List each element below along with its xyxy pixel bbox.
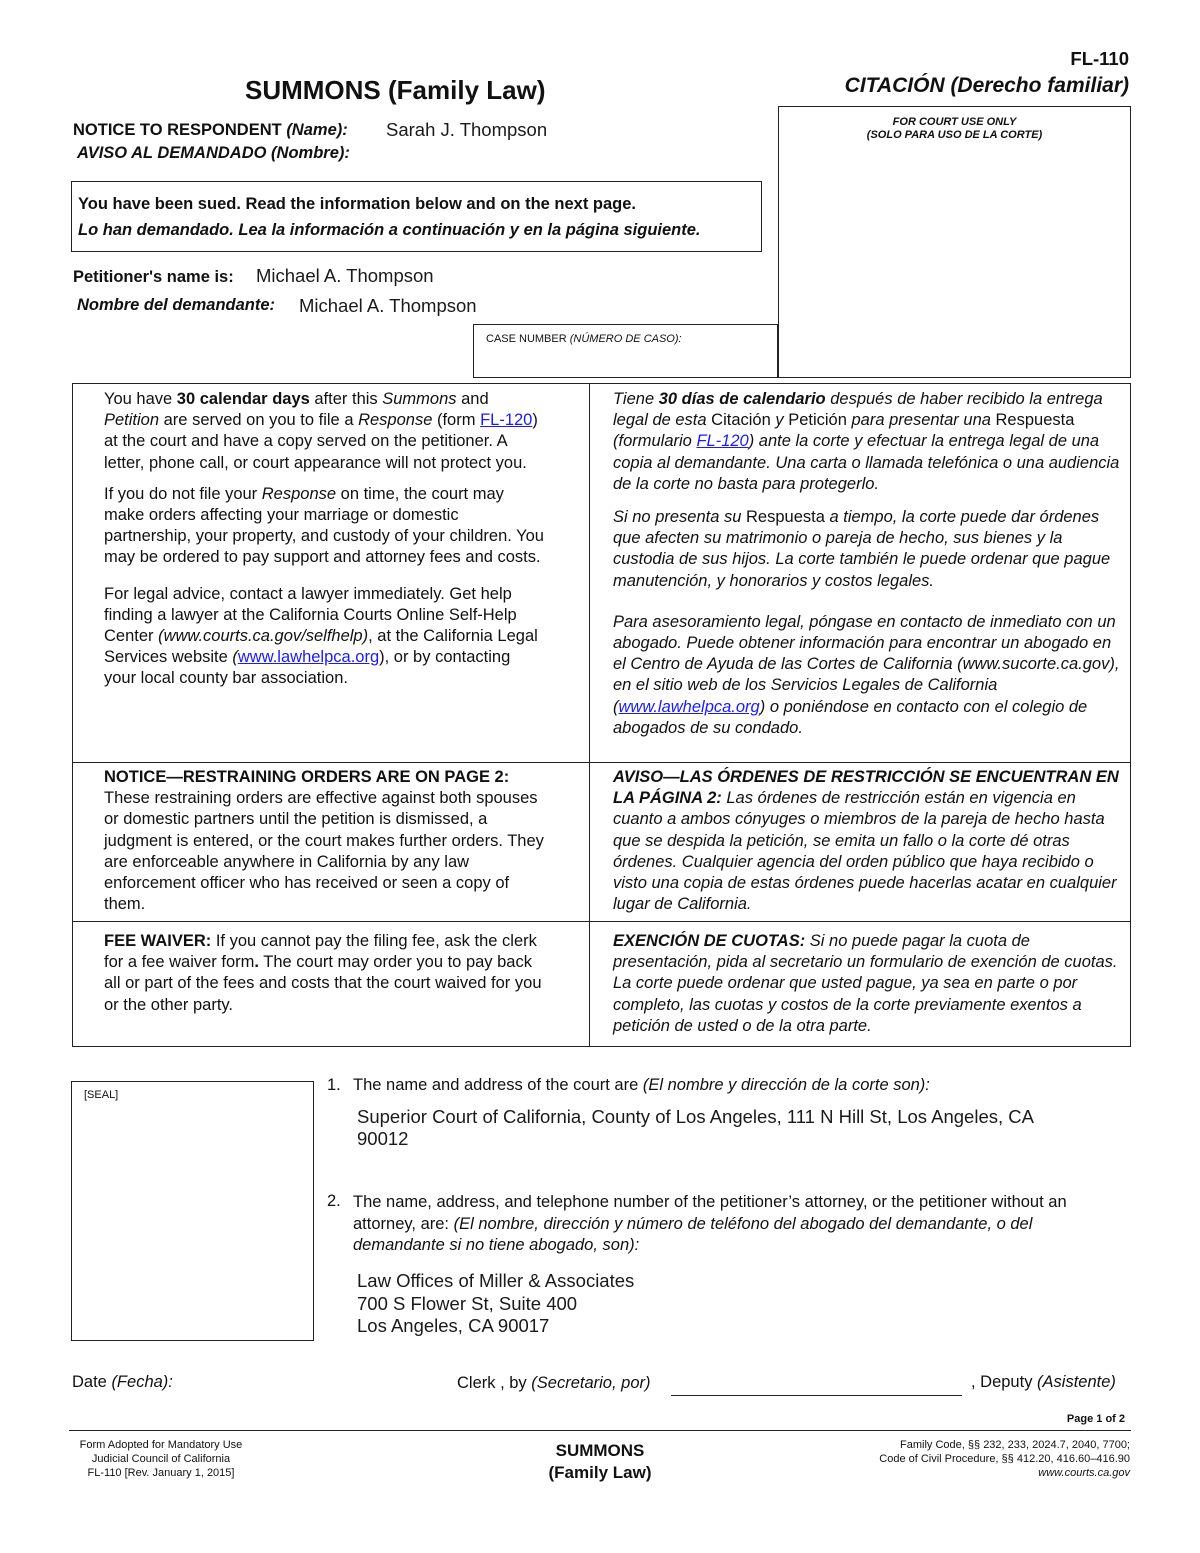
left-paragraph-legal-advice: For legal advice, contact a lawyer immediately. Get help finding a lawyer at the California Courts Online Self-Help Center (www.courts.ca.gov/selfhelp), at the California Legal Services website (www.lawhelpca.org), or by contacting your local county bar association. <box>104 584 538 688</box>
left-restraining-notice <box>104 767 544 915</box>
sued-notice-box <box>71 181 762 252</box>
deputy-label: , Deputy (Asistente) <box>971 1373 1116 1391</box>
item1-label: The name and address of the court are (El nombre y dirección de la corte son): <box>353 1076 930 1094</box>
lawhelpca-link[interactable]: www.lawhelpca.org <box>237 648 380 667</box>
restraining-heading-es: AVISO—LAS ÓRDENES DE RESTRICCIÓN SE ENCUENTRAN EN LA PÁGINA 2: <box>613 768 1119 808</box>
info-table-divider-vertical <box>589 383 590 1047</box>
left-paragraph-deadline: You have 30 calendar days after this Summons and Petition are served on you to file a Response (form FL-120) at the court and have a copy served on the petitioner. A letter, phone call, or court appearance will not protect you. <box>104 390 538 472</box>
footer-title: SUMMONS (Family Law) <box>548 1441 652 1482</box>
sued-notice-es: Lo han demandado. Lea la información a continuación y en la página siguiente. <box>78 221 701 239</box>
right-paragraph-legal-advice: Para asesoramiento legal, póngase en contacto de inmediato con un abogado. Puede obtener información para encontrar un abogado en el Centro de Ayuda de las Cortes de California (www.sucorte.ca.gov), en el sitio web de los Servicios Legales de California (www.lawhelpca.org) o poniéndose en contacto con el colegio de abogados de su condado. <box>613 612 1120 737</box>
case-number-box[interactable] <box>473 324 778 378</box>
clerk-signature-line[interactable] <box>671 1374 962 1396</box>
clerk-label: Clerk , by (Secretario, por) <box>457 1374 651 1392</box>
info-table-divider-row2 <box>72 921 1131 922</box>
date-label: Date (Fecha): <box>72 1373 173 1391</box>
right-paragraph-consequences: Si no presenta su Respuesta a tiempo, la corte puede dar órdenes que afecten su matrimonio o pareja de hecho, sus bienes y la custodia de sus hijos. La corte también le puede ordenar que pague manutención, y honorarios y costos legales. <box>613 508 1111 590</box>
lawhelpca-link-es[interactable]: www.lawhelpca.org <box>618 697 760 716</box>
sued-notice-en: You have been sued. Read the information below and on the next page. <box>78 195 637 213</box>
courts-website-link[interactable]: www.courts.ca.gov <box>1038 1467 1130 1479</box>
item1-number: 1. <box>327 1076 341 1094</box>
footer-form-info: Form Adopted for Mandatory Use Judicial Council of California FL-110 [Rev. January 1, 2015] <box>79 1439 243 1479</box>
right-fee-waiver: EXENCIÓN DE CUOTAS: Si no puede pagar la cuota de presentación, pida al secretario un formulario de exención de cuotas. La corte puede ordenar que usted pague, ya sea en parte o por completo, las cuotas y costos de la corte previamente exentos a petición de usted o de la otra parte. <box>613 932 1118 1035</box>
seal-label: [SEAL] <box>84 1089 119 1101</box>
left-col-main <box>104 389 544 704</box>
court-use-box <box>778 106 1131 378</box>
restraining-body: These restraining orders are effective against both spouses or domestic partners until the petition is dismissed, a judgment is entered, or the court makes further orders. They are enforceable anywhere in California by any law enforcement officer who has received or seen a copy of them. <box>104 789 544 914</box>
fl-120-link-es[interactable]: FL-120 <box>696 432 749 451</box>
petitioner-label-es: Nombre del demandante: <box>77 296 276 314</box>
restraining-body-es: Las órdenes de restricción están en vigencia en cuanto a ambos cónyuges o miembros de la pareja de hecho hasta que se despida la petición, se emita un fallo o la corte dé otras órdenes. Cualquier agencia del orden público que haya recibido o visto una copia de estas órdenes puede hacerlas acatar en cualquier lugar de California. <box>613 789 1117 914</box>
respondent-label: NOTICE TO RESPONDENT (Name): <box>73 121 348 139</box>
footer-rule <box>69 1430 1131 1431</box>
item2-number: 2. <box>327 1192 341 1210</box>
case-number-label: CASE NUMBER <box>486 333 567 345</box>
item2-label: The name, address, and telephone number of the petitioner’s attorney, or the petitioner without an attorney, are: (El nombre, dirección y número de teléfono del abogado del demandante, o del demandante si no tiene abogado, son): <box>353 1193 1067 1254</box>
fee-waiver-heading-es: EXENCIÓN DE CUOTAS: <box>613 932 806 950</box>
form-number: FL-110 <box>1070 48 1129 69</box>
footer-citations: Family Code, §§ 232, 233, 2024.7, 2040, 7700; Code of Civil Procedure, §§ 412.20, 416.60–416.90 www.courts.ca.gov <box>750 1438 1130 1480</box>
left-fee-waiver: FEE WAIVER: If you cannot pay the filing fee, ask the clerk for a fee waiver form. The court may order you to pay back all or part of the fees and costs that the court waived for you or the other party. <box>104 932 542 1014</box>
court-use-label: FOR COURT USE ONLY <box>892 116 1017 128</box>
fee-waiver-heading: FEE WAIVER: <box>104 932 212 950</box>
respondent-label-es: AVISO AL DEMANDADO (Nombre): <box>77 144 350 162</box>
right-paragraph-deadline: Tiene 30 días de calendario después de haber recibido la entrega legal de esta Citación y Petición para presentar una Respuesta (formulario FL-120) ante la corte y efectuar la entrega legal de una copia al demandante. Una carta o llamada telefónica o una audiencia de la corte no basta para protegerlo. <box>613 390 1120 493</box>
right-restraining-notice <box>613 767 1123 915</box>
date-field[interactable] <box>190 1373 430 1395</box>
petitioner-name-es-field[interactable]: Michael A. Thompson <box>299 295 477 316</box>
respondent-name-field[interactable]: Sarah J. Thompson <box>386 119 548 140</box>
left-paragraph-consequences: If you do not file your Response on time, the court may make orders affecting your marriage or domestic partnership, your property, and custody of your children. You may be ordered to pay support and attorney fees and costs. <box>104 484 544 567</box>
page-title-en: SUMMONS (Family Law) <box>245 75 546 105</box>
court-address-field[interactable]: Superior Court of California, County of Los Angeles, 111 N Hill St, Los Angeles, CA 90012 <box>357 1106 1034 1149</box>
petitioner-name-field[interactable]: Michael A. Thompson <box>256 265 434 286</box>
fl-120-link[interactable]: FL-120 <box>480 411 533 430</box>
petitioner-label: Petitioner's name is: <box>73 268 234 286</box>
page-number: Page 1 of 2 <box>1066 1413 1125 1425</box>
right-col-main <box>613 389 1121 753</box>
court-use-label-es: (SOLO PARA USO DE LA CORTE) <box>866 129 1043 141</box>
page-title-es: CITACIÓN (Derecho familiar) <box>844 74 1129 97</box>
restraining-heading: NOTICE—RESTRAINING ORDERS ARE ON PAGE 2: <box>104 768 510 786</box>
seal-box <box>71 1081 314 1341</box>
info-table-divider-row1 <box>72 762 1131 763</box>
attorney-info-field[interactable]: Law Offices of Miller & Associates 700 S Flower St, Suite 400 Los Angeles, CA 90017 <box>357 1270 635 1336</box>
case-number-label-es: (NÚMERO DE CASO): <box>569 333 682 345</box>
